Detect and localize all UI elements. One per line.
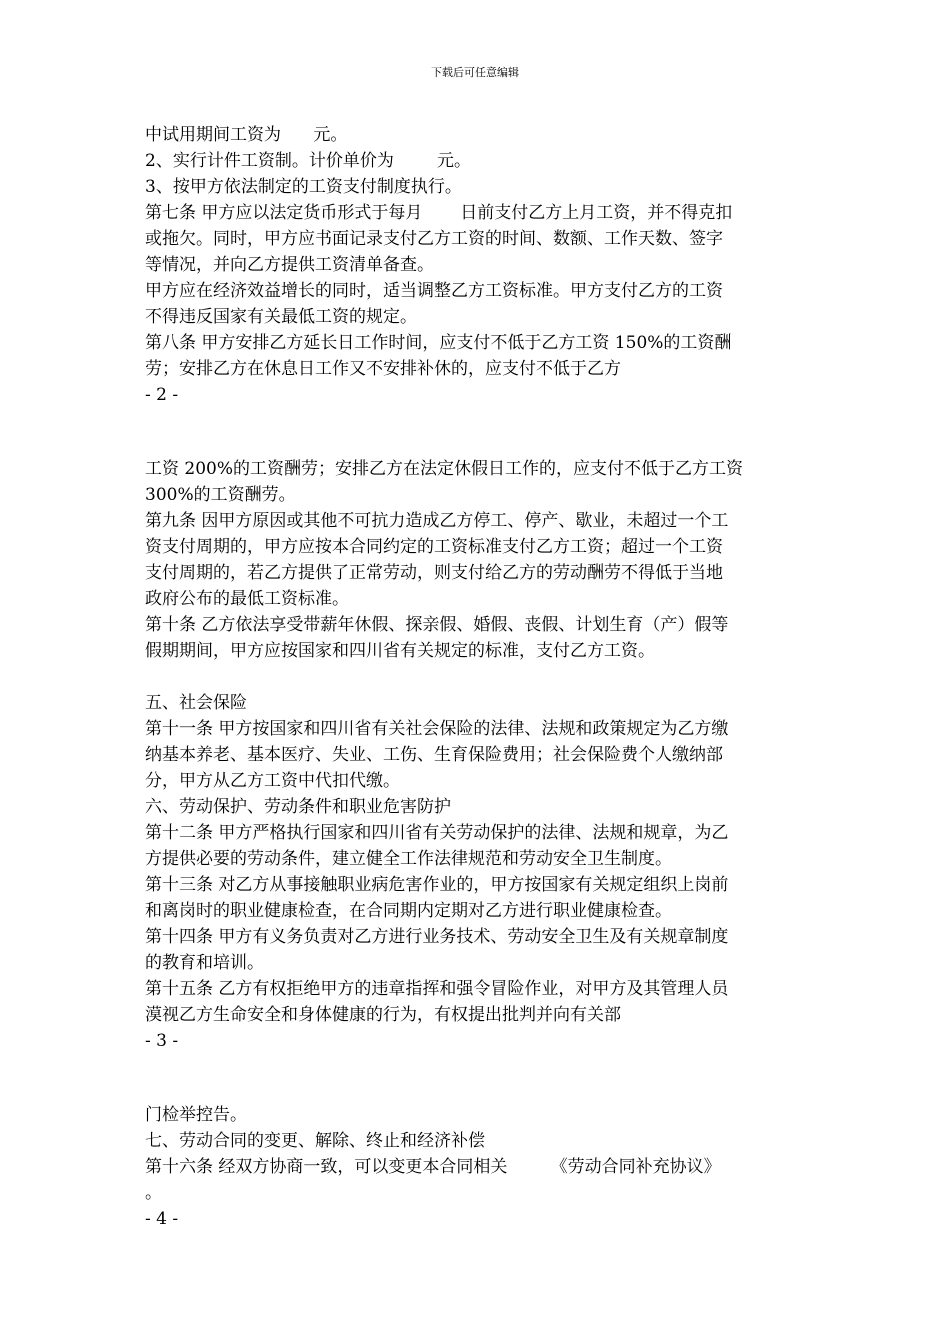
page-header-note: 下载后可任意编辑 bbox=[431, 66, 519, 79]
paragraph-line: 资支付周期的，甲方应按本合同约定的工资标准支付乙方工资；超过一个工资 bbox=[145, 537, 723, 557]
page-break-gap bbox=[145, 1054, 810, 1102]
paragraph-line: 第十四条 甲方有义务负责对乙方进行业务技术、劳动安全卫生及有关规章制度 bbox=[145, 927, 729, 947]
page-number: - 3 - bbox=[145, 1031, 179, 1051]
page-number: - 4 - bbox=[145, 1209, 179, 1229]
paragraph-line: 第十条 乙方依法享受带薪年休假、探亲假、婚假、丧假、计划生育（产）假等 bbox=[145, 615, 729, 635]
paragraph-line: 甲方应在经济效益增长的同时，适当调整乙方工资标准。甲方支付乙方的工资 bbox=[145, 281, 723, 301]
paragraph-line: 不得违反国家有关最低工资的规定。 bbox=[145, 307, 417, 327]
document-body bbox=[145, 122, 810, 1232]
paragraph-line: 第十五条 乙方有权拒绝甲方的违章指挥和强令冒险作业，对甲方及其管理人员 bbox=[145, 979, 729, 999]
paragraph-line: 劳；安排乙方在休息日工作又不安排补休的，应支付不低于乙方 bbox=[145, 359, 621, 379]
section-heading: 七、劳动合同的变更、解除、终止和经济补偿 bbox=[145, 1131, 485, 1151]
section-heading: 六、劳动保护、劳动条件和职业危害防护 bbox=[145, 797, 451, 817]
paragraph-line: 门检举控告。 bbox=[145, 1105, 247, 1125]
paragraph-line: 分，甲方从乙方工资中代扣代缴。 bbox=[145, 771, 400, 791]
paragraph-line: 第九条 因甲方原因或其他不可抗力造成乙方停工、停产、歇业，未超过一个工 bbox=[145, 511, 729, 531]
paragraph-line: 第七条 甲方应以法定货币形式于每月 日前支付乙方上月工资，并不得克扣 bbox=[145, 203, 733, 223]
paragraph-line: 假期期间，甲方应按国家和四川省有关规定的标准，支付乙方工资。 bbox=[145, 641, 655, 661]
paragraph-line: 第十一条 甲方按国家和四川省有关社会保险的法律、法规和政策规定为乙方缴 bbox=[145, 719, 729, 739]
paragraph-line: 中试用期间工资为 元。 bbox=[145, 125, 348, 145]
section-overtime-pay bbox=[145, 456, 810, 664]
page-number: - 2 - bbox=[145, 385, 179, 405]
paragraph-line: 工资 200%的工资酬劳；安排乙方在法定休假日工作的，应支付不低于乙方工资 bbox=[145, 459, 744, 479]
paragraph-line: 第十三条 对乙方从事接触职业病危害作业的，甲方按国家有关规定组织上岗前 bbox=[145, 875, 729, 895]
section-gap bbox=[145, 664, 810, 690]
paragraph-line: 支付周期的，若乙方提供了正常劳动，则支付给乙方的劳动酬劳不得低于当地 bbox=[145, 563, 723, 583]
page-break-gap bbox=[145, 408, 810, 456]
paragraph-line: 等情况，并向乙方提供工资清单备查。 bbox=[145, 255, 434, 275]
section-social-insurance bbox=[145, 690, 810, 1054]
paragraph-line: 。 bbox=[145, 1183, 162, 1203]
paragraph-line: 漠视乙方生命安全和身体健康的行为，有权提出批判并向有关部 bbox=[145, 1005, 621, 1025]
paragraph-line: 3、按甲方依法制定的工资支付制度执行。 bbox=[145, 177, 462, 197]
section-heading: 五、社会保险 bbox=[145, 693, 247, 713]
paragraph-line: 300%的工资酬劳。 bbox=[145, 485, 296, 505]
section-contract-changes bbox=[145, 1102, 810, 1232]
paragraph-line: 政府公布的最低工资标准。 bbox=[145, 589, 349, 609]
paragraph-line: 的教育和培训。 bbox=[145, 953, 264, 973]
paragraph-line: 第八条 甲方安排乙方延长日工作时间，应支付不低于乙方工资 150%的工资酬 bbox=[145, 333, 732, 353]
paragraph-line: 方提供必要的劳动条件，建立健全工作法律规范和劳动安全卫生制度。 bbox=[145, 849, 672, 869]
section-wages bbox=[145, 122, 810, 408]
paragraph-line: 第十二条 甲方严格执行国家和四川省有关劳动保护的法律、法规和规章，为乙 bbox=[145, 823, 729, 843]
paragraph-line: 或拖欠。同时，甲方应书面记录支付乙方工资的时间、数额、工作天数、签字 bbox=[145, 229, 723, 249]
paragraph-line: 纳基本养老、基本医疗、失业、工伤、生育保险费用；社会保险费个人缴纳部 bbox=[145, 745, 723, 765]
paragraph-line: 2、实行计件工资制。计价单价为 元。 bbox=[145, 151, 472, 171]
paragraph-line: 和离岗时的职业健康检查，在合同期内定期对乙方进行职业健康检查。 bbox=[145, 901, 672, 921]
paragraph-line: 第十六条 经双方协商一致，可以变更本合同相关 《劳动合同补充协议》 bbox=[145, 1157, 721, 1177]
